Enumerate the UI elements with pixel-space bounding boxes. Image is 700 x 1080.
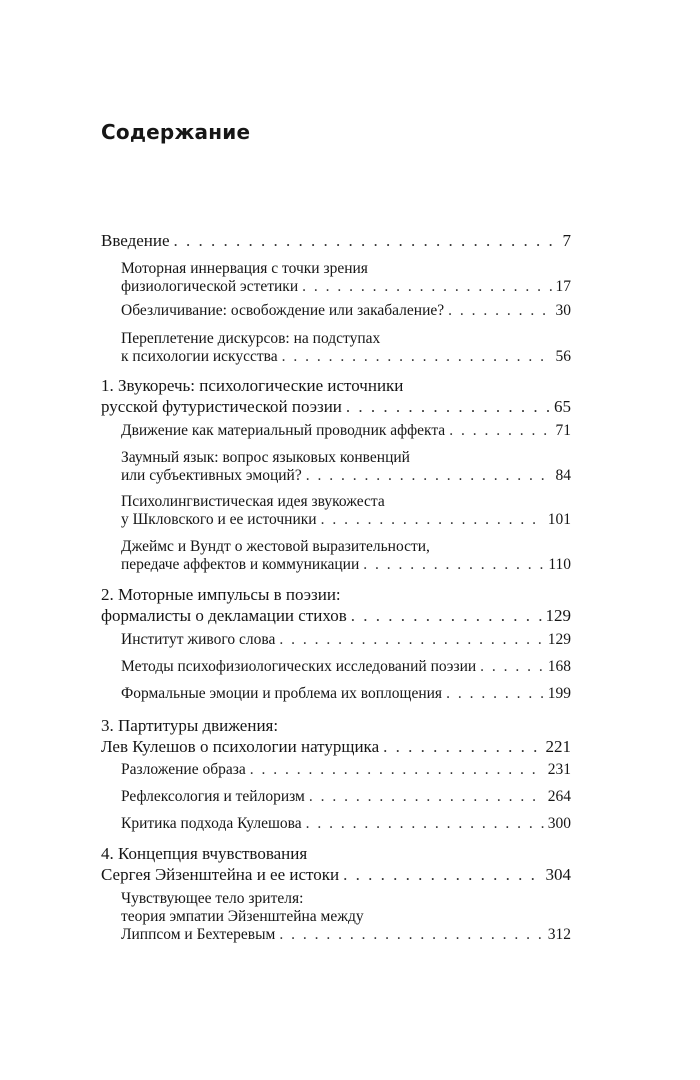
toc-entry-title: Лев Кулешов о психологии натурщика [101, 737, 380, 756]
dot-leader [250, 761, 544, 779]
toc-section-entry [101, 260, 571, 296]
toc-page-number: 231 [547, 761, 571, 778]
dot-leader [279, 926, 543, 944]
toc-entry-title: Психолингвистическая идея звукожеста [121, 493, 385, 510]
dot-leader [309, 788, 544, 806]
toc-entry-title: Разложение образа [121, 761, 246, 778]
toc-chapter-entry [101, 375, 571, 417]
dot-leader [343, 864, 541, 885]
toc-title: Содержание [101, 120, 251, 144]
toc-entry-title: у Шкловского и ее источники [121, 511, 317, 528]
toc-page-number: 312 [547, 926, 571, 943]
toc-section-entry [101, 538, 571, 574]
toc-section-entry [101, 422, 571, 440]
toc-page-number: 101 [547, 511, 571, 528]
dot-leader [480, 658, 544, 676]
toc-entry-title: Переплетение дискурсов: на подступах [121, 330, 381, 347]
toc-entry-title: Формальные эмоции и проблема их воплощения [121, 685, 443, 702]
toc-entry-title: 2. Моторные импульсы в поэзии: [101, 585, 341, 604]
toc-entry-title: формалисты о декламации стихов [101, 606, 347, 625]
toc-section-entry [101, 631, 571, 649]
toc-page-number: 264 [547, 788, 571, 805]
toc-chapter-entry [101, 230, 571, 251]
toc-chapter-entry [101, 584, 571, 626]
toc-section-entry [101, 330, 571, 366]
toc-entry-title: Методы психофизиологических исследований поэзии [121, 658, 477, 675]
toc-page-number: 56 [555, 348, 571, 365]
toc-entry-title: физиологической эстетики [121, 278, 299, 295]
toc-entry-title: 1. Звукоречь: психологические источники [101, 376, 404, 395]
dot-leader [448, 302, 551, 320]
toc-page-number: 30 [555, 302, 571, 319]
dot-leader [306, 815, 544, 833]
dot-leader [306, 467, 552, 485]
toc-entry-title: теория эмпатии Эйзенштейна между [121, 908, 364, 925]
dot-leader [363, 556, 544, 574]
toc-chapter-entry [101, 843, 571, 885]
toc-entry-title: Обезличивание: освобождение или закабаление? [121, 302, 445, 319]
toc-entry-title: русской футуристической поэзии [101, 397, 342, 416]
toc-entry-title: передаче аффектов и коммуникации [121, 556, 360, 573]
dot-leader [174, 230, 553, 251]
toc-page-number: 17 [555, 278, 571, 295]
toc-entry-title: Сергея Эйзенштейна и ее истоки [101, 865, 340, 884]
toc-entry-title: к психологии искусства [121, 348, 278, 365]
toc-entry-title: или субъективных эмоций? [121, 467, 302, 484]
toc-section-entry [101, 890, 571, 944]
toc-entry-title: Рефлексология и тейлоризм [121, 788, 305, 805]
dot-leader [446, 685, 544, 703]
toc-section-entry [101, 815, 571, 833]
toc-chapter-entry [101, 715, 571, 757]
toc-section-entry [101, 302, 571, 320]
toc-entry-title: Движение как материальный проводник аффекта [121, 422, 446, 439]
toc-section-entry [101, 761, 571, 779]
toc-page-number: 65 [554, 397, 571, 416]
toc-entry-title: 4. Концепция вчувствования [101, 844, 308, 863]
toc-section-entry [101, 449, 571, 485]
toc-entry-title: Институт живого слова [121, 631, 276, 648]
toc-entry-title: Моторная иннервация с точки зрения [121, 260, 368, 277]
toc-page-number: 84 [555, 467, 571, 484]
toc-section-entry [101, 658, 571, 676]
toc-entry-title: Чувствующее тело зрителя: [121, 890, 304, 907]
toc-page-number: 7 [562, 231, 571, 250]
dot-leader [279, 631, 543, 649]
dot-leader [449, 422, 551, 440]
dot-leader [321, 511, 544, 529]
dot-leader [282, 348, 552, 366]
dot-leader [302, 278, 551, 296]
toc-entry-title: 3. Партитуры движения: [101, 716, 279, 735]
toc-entry-title: Заумный язык: вопрос языковых конвенций [121, 449, 410, 466]
toc-entry-title: Джеймс и Вундт о жестовой выразительности, [121, 538, 430, 555]
toc-page-number: 168 [547, 658, 571, 675]
toc-page-number: 199 [547, 685, 571, 702]
toc-page-number: 221 [545, 737, 571, 756]
toc-page-number: 110 [548, 556, 571, 573]
toc-entry-title: Липпсом и Бехтеревым [121, 926, 276, 943]
toc-section-entry [101, 685, 571, 703]
toc-section-entry [101, 788, 571, 806]
toc-page-number: 71 [555, 422, 571, 439]
dot-leader [383, 736, 541, 757]
dot-leader [351, 605, 542, 626]
toc-page-number: 304 [545, 865, 571, 884]
toc-page-number: 129 [545, 606, 571, 625]
dot-leader [346, 396, 550, 417]
toc-page-number: 300 [547, 815, 571, 832]
toc-page-number: 129 [547, 631, 571, 648]
toc-entry-title: Введение [101, 231, 170, 250]
toc-section-entry [101, 493, 571, 529]
toc-entry-title: Критика подхода Кулешова [121, 815, 302, 832]
